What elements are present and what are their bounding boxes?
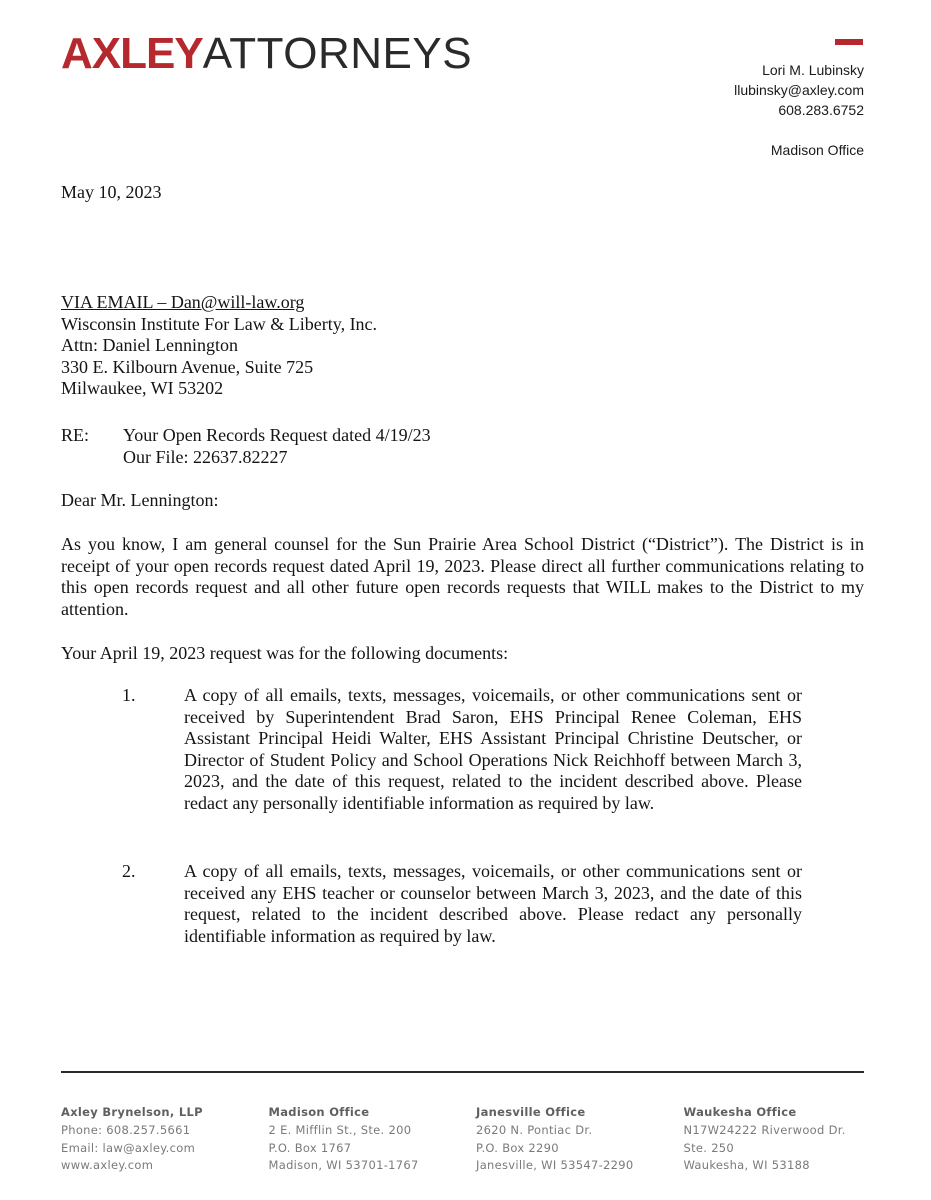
request-item-2 (122, 861, 802, 969)
footer-phone: Phone: 608.257.5661 (61, 1122, 191, 1137)
footer-col-firm (61, 1104, 269, 1175)
footer-divider (61, 1071, 864, 1073)
sender-name: Lori M. Lubinsky (762, 62, 864, 78)
firm-logo (61, 30, 472, 78)
footer-col-janesville (476, 1104, 684, 1175)
footer-heading: Axley Brynelson, LLP (61, 1105, 203, 1119)
sender-office: Madison Office (770, 142, 864, 158)
footer-col-madison (269, 1104, 477, 1175)
request-number: 2. (122, 861, 136, 881)
letter-date: May 10, 2023 (61, 182, 162, 202)
recipient-city: Milwaukee, WI 53202 (61, 378, 224, 398)
recipient-address (61, 292, 377, 400)
footer-line: 2 E. Mifflin St., Ste. 200 (268, 1122, 412, 1137)
footer-col-waukesha (684, 1104, 892, 1175)
sender-email: llubinsky@axley.com (734, 82, 864, 98)
salutation: Dear Mr. Lennington: (61, 490, 219, 510)
request-text: A copy of all emails, texts, messages, voicemails, or other communications sent or received any EHS teacher or counselor between March 3, 2023, and the date of this request, related to the incident described above. Please redact any personally identifiable information as required by law. (184, 861, 802, 946)
footer-line: N17W24222 Riverwood Dr. (683, 1122, 846, 1137)
request-item-1 (122, 685, 802, 836)
re-block (61, 425, 431, 468)
via-email-line: VIA EMAIL – Dan@will-law.org (61, 292, 305, 312)
footer-line: Waukesha, WI 53188 (683, 1158, 810, 1173)
footer-line: Madison, WI 53701-1767 (268, 1158, 419, 1173)
sender-phone: 608.283.6752 (778, 102, 864, 118)
recipient-street: 330 E. Kilbourn Avenue, Suite 725 (61, 356, 314, 377)
logo-light-text: ATTORNEYS (202, 29, 473, 78)
footer-line: Janesville, WI 53547-2290 (476, 1158, 634, 1173)
body-paragraph-1: As you know, I am general counsel for the Sun Prairie Area School District (“District”). The District is in receipt of your open records request dated April 19, 2023. Please direct all further communications relating to this open records request and all other future open records requests that WILL makes to the District to my attention. (61, 534, 864, 619)
sender-block (734, 60, 864, 160)
request-number: 1. (122, 685, 136, 705)
footer-line: Ste. 250 (683, 1140, 735, 1155)
re-label: RE: (61, 425, 90, 445)
footer-heading: Madison Office (268, 1105, 370, 1119)
re-subject: Your Open Records Request dated 4/19/23 (123, 425, 431, 445)
recipient-organization: Wisconsin Institute For Law & Liberty, Inc. (61, 313, 378, 334)
body-paragraph-2: Your April 19, 2023 request was for the following documents: (61, 643, 509, 663)
re-file-number: Our File: 22637.82227 (123, 446, 288, 467)
logo-bold-text: AXLEY (61, 29, 203, 78)
accent-bar (835, 39, 863, 45)
footer-heading: Waukesha Office (683, 1105, 797, 1119)
footer-line: P.O. Box 2290 (476, 1140, 559, 1155)
footer-line: P.O. Box 1767 (268, 1140, 352, 1155)
footer (61, 1104, 891, 1175)
footer-email: Email: law@axley.com (61, 1140, 196, 1155)
recipient-attn: Attn: Daniel Lennington (61, 335, 238, 355)
footer-heading: Janesville Office (476, 1105, 586, 1119)
request-text: A copy of all emails, texts, messages, voicemails, or other communications sent or received by Superintendent Brad Saron, EHS Principal Renee Coleman, EHS Assistant Principal Heidi Walter, EHS Assistant Principal Christine Deutscher, or Director of Student Policy and School Operations Nick Reichhoff between March 3, 2023, and the date of this request, related to the incident described above. Please redact any personally identifiable information as required by law. (184, 685, 802, 813)
footer-website: www.axley.com (61, 1158, 154, 1173)
footer-line: 2620 N. Pontiac Dr. (476, 1122, 593, 1137)
